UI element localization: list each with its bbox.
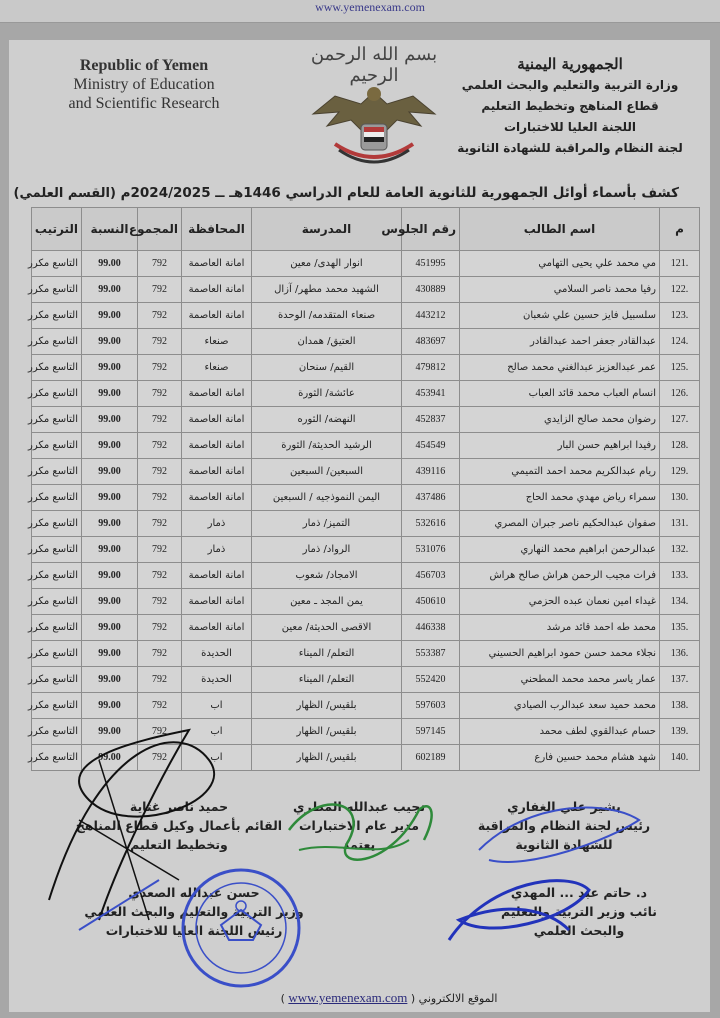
table-row	[32, 459, 700, 485]
cell-school: السبعين/ السبعين	[252, 459, 402, 485]
sig-right-bottom-line3: والبحث العلمي	[533, 923, 625, 938]
cell-gov: امانة العاصمة	[182, 381, 252, 407]
signature-block-right-top	[464, 797, 664, 854]
cell-total: 792	[138, 329, 182, 355]
cell-name: صفوان عبدالحكيم ناصر جبران المصري	[460, 511, 660, 537]
cell-pct: 99.00	[82, 745, 138, 771]
cell-total: 792	[138, 537, 182, 563]
cell-rank: التاسع مكرر	[32, 485, 82, 511]
header-arabic	[450, 54, 690, 159]
header-ar-line2: وزارة التربية والتعليم والبحث العلمي	[461, 78, 679, 92]
cell-pct: 99.00	[82, 641, 138, 667]
cell-school: القيم/ سنحان	[252, 355, 402, 381]
cell-rank: التاسع مكرر	[32, 433, 82, 459]
cell-seat: 479812	[402, 355, 460, 381]
cell-no: .139	[660, 719, 700, 745]
cell-total: 792	[138, 433, 182, 459]
table-row	[32, 329, 700, 355]
header-school: المدرسة	[252, 208, 402, 251]
cell-pct: 99.00	[82, 251, 138, 277]
cell-school: يمن المجد ـ معين	[252, 589, 402, 615]
header-english	[59, 56, 229, 113]
cell-total: 792	[138, 719, 182, 745]
table-row	[32, 485, 700, 511]
cell-gov: اب	[182, 719, 252, 745]
cell-school: انوار الهدى/ معين	[252, 251, 402, 277]
table-row	[32, 615, 700, 641]
header-en-line1: Republic of Yemen	[79, 57, 209, 74]
sig-right-bottom-line2: نائب وزير التربية والتعليم	[501, 904, 657, 919]
cell-school: التعلم/ الميناء	[252, 667, 402, 693]
cell-pct: 99.00	[82, 277, 138, 303]
cell-no: .125	[660, 355, 700, 381]
document-title-section: (القسم العلمي)	[13, 186, 116, 201]
cell-seat: 446338	[402, 615, 460, 641]
top-strip	[0, 0, 720, 23]
cell-school: الشهيد محمد مطهر/ آزال	[252, 277, 402, 303]
sig-center-top-line3: يعتمد	[342, 837, 376, 852]
cell-total: 792	[138, 563, 182, 589]
cell-name: محمد طه احمد قائد مرشد	[460, 615, 660, 641]
table-row	[32, 303, 700, 329]
cell-seat: 483697	[402, 329, 460, 355]
cell-total: 792	[138, 303, 182, 329]
cell-gov: ذمار	[182, 537, 252, 563]
cell-seat: 439116	[402, 459, 460, 485]
cell-rank: التاسع مكرر	[32, 641, 82, 667]
header-ar-line5: لجنة النظام والمراقبة للشهادة الثانوية	[457, 141, 683, 155]
sig-left-top-line3: وتخطيط التعليم	[130, 837, 228, 852]
eagle-emblem-icon	[305, 74, 443, 174]
sig-left-top-line1: حميد ناصر غثاية	[129, 799, 229, 814]
cell-rank: التاسع مكرر	[32, 381, 82, 407]
cell-no: .137	[660, 667, 700, 693]
cell-gov: صنعاء	[182, 329, 252, 355]
cell-seat: 450610	[402, 589, 460, 615]
table-row	[32, 355, 700, 381]
cell-no: .121	[660, 251, 700, 277]
table-body	[28, 251, 700, 771]
cell-pct: 99.00	[82, 589, 138, 615]
cell-name: عمر عبدالعزيز عبدالغني محمد صالح	[460, 355, 660, 381]
header-pct: النسبة	[82, 208, 138, 251]
cell-gov: امانة العاصمة	[182, 277, 252, 303]
cell-gov: امانة العاصمة	[182, 485, 252, 511]
cell-school: الرواد/ ذمار	[252, 537, 402, 563]
cell-total: 792	[138, 355, 182, 381]
cell-total: 792	[138, 745, 182, 771]
results-table	[28, 207, 700, 771]
cell-gov: امانة العاصمة	[182, 303, 252, 329]
cell-gov: امانة العاصمة	[182, 615, 252, 641]
cell-pct: 99.00	[82, 719, 138, 745]
cell-no: .131	[660, 511, 700, 537]
table-row	[32, 563, 700, 589]
table-row	[32, 719, 700, 745]
cell-total: 792	[138, 667, 182, 693]
cell-no: .132	[660, 537, 700, 563]
cell-name: شهد هشام محمد حسين فارع	[460, 745, 660, 771]
table-row	[32, 381, 700, 407]
cell-seat: 443212	[402, 303, 460, 329]
cell-rank: التاسع مكرر	[32, 537, 82, 563]
cell-gov: امانة العاصمة	[182, 459, 252, 485]
sig-center-top-line2: مدير عام الاختبارات	[298, 818, 420, 833]
cell-pct: 99.00	[82, 615, 138, 641]
cell-no: .134	[660, 589, 700, 615]
document-page	[9, 40, 710, 1012]
cell-seat: 452837	[402, 407, 460, 433]
cell-gov: امانة العاصمة	[182, 407, 252, 433]
cell-name: ريام عبدالكريم محمد احمد التميمي	[460, 459, 660, 485]
table-row	[32, 407, 700, 433]
sig-left-top-line2: القائم بأعمال وكيل قطاع المناهج	[75, 818, 283, 833]
cell-total: 792	[138, 459, 182, 485]
cell-total: 792	[138, 381, 182, 407]
cell-seat: 553387	[402, 641, 460, 667]
cell-seat: 430889	[402, 277, 460, 303]
cell-pct: 99.00	[82, 381, 138, 407]
cell-gov: امانة العاصمة	[182, 589, 252, 615]
table-row	[32, 537, 700, 563]
cell-gov: ذمار	[182, 511, 252, 537]
cell-name: محمد حميد سعد عبدالرب الصيادي	[460, 693, 660, 719]
cell-rank: التاسع مكرر	[32, 303, 82, 329]
cell-gov: الحديدة	[182, 641, 252, 667]
cell-school: العتيق/ همدان	[252, 329, 402, 355]
cell-no: .124	[660, 329, 700, 355]
cell-school: بلقيس/ الظهار	[252, 719, 402, 745]
sig-center-top-line1: نجيب عبدالله المطري	[292, 799, 426, 814]
table-row	[32, 745, 700, 771]
cell-pct: 99.00	[82, 693, 138, 719]
sig-right-bottom-line1: د. حاتم عبد ... المهدي	[510, 885, 648, 900]
cell-no: .123	[660, 303, 700, 329]
cell-gov: امانة العاصمة	[182, 433, 252, 459]
cell-rank: التاسع مكرر	[32, 511, 82, 537]
cell-name: مي محمد علي يحيى التهامي	[460, 251, 660, 277]
cell-seat: 552420	[402, 667, 460, 693]
cell-rank: التاسع مكرر	[32, 589, 82, 615]
cell-gov: امانة العاصمة	[182, 251, 252, 277]
cell-seat: 602189	[402, 745, 460, 771]
cell-seat: 453941	[402, 381, 460, 407]
cell-name: رضوان محمد صالح الزايدي	[460, 407, 660, 433]
header-en-line3: and Scientific Research	[68, 95, 220, 112]
cell-gov: الحديدة	[182, 667, 252, 693]
cell-no: .126	[660, 381, 700, 407]
cell-rank: التاسع مكرر	[32, 615, 82, 641]
cell-name: نجلاء محمد حسن حمود ابراهيم الحسيني	[460, 641, 660, 667]
sig-left-bottom-line1: حسن عبدالله الصعدي	[128, 885, 260, 900]
cell-seat: 597145	[402, 719, 460, 745]
cell-school: بلقيس/ الظهار	[252, 745, 402, 771]
cell-school: عائشة/ الثورة	[252, 381, 402, 407]
cell-pct: 99.00	[82, 537, 138, 563]
cell-rank: التاسع مكرر	[32, 251, 82, 277]
cell-seat: 451995	[402, 251, 460, 277]
cell-gov: اب	[182, 745, 252, 771]
cell-rank: التاسع مكرر	[32, 407, 82, 433]
cell-pct: 99.00	[82, 303, 138, 329]
cell-no: .135	[660, 615, 700, 641]
basmala: بسم الله الرحمن الرحيم	[310, 44, 438, 86]
header-seat: رقم الجلوس	[402, 208, 460, 251]
cell-pct: 99.00	[82, 329, 138, 355]
footer-label: الموقع الالكتروني	[418, 992, 498, 1005]
table-row	[32, 433, 700, 459]
cell-no: .138	[660, 693, 700, 719]
table-row	[32, 641, 700, 667]
header-total: المجموع	[138, 208, 182, 251]
cell-rank: التاسع مكرر	[32, 745, 82, 771]
cell-name: سمراء رياض مهدي محمد الحاج	[460, 485, 660, 511]
table-row	[32, 589, 700, 615]
header-ar-line3: قطاع المناهج وتخطيط التعليم	[481, 99, 659, 113]
signature-block-right-bottom	[479, 883, 679, 940]
document-title-main: كشف بأسماء أوائل الجمهورية للثانوية العامة للعام الدراسي 1446هـ ــ 2024/2025م	[120, 185, 679, 201]
cell-rank: التاسع مكرر	[32, 459, 82, 485]
cell-school: التميز/ ذمار	[252, 511, 402, 537]
document-title	[13, 185, 679, 201]
sig-right-top-line2: رئيس لجنة النظام والمراقبة	[477, 818, 651, 833]
header-no: م	[660, 208, 700, 251]
table-row	[32, 277, 700, 303]
cell-rank: التاسع مكرر	[32, 693, 82, 719]
cell-name: انسام العباب محمد قائد العباب	[460, 381, 660, 407]
table-row	[32, 251, 700, 277]
cell-school: بلقيس/ الظهار	[252, 693, 402, 719]
cell-school: صنعاء المتقدمه/ الوحدة	[252, 303, 402, 329]
cell-name: حسام عبدالقوي لطف محمد	[460, 719, 660, 745]
table-row	[32, 511, 700, 537]
cell-seat: 532616	[402, 511, 460, 537]
cell-pct: 99.00	[82, 459, 138, 485]
cell-no: .122	[660, 277, 700, 303]
cell-school: النهضه/ الثوره	[252, 407, 402, 433]
sig-left-bottom-line3: رئيس اللجنة العليا للاختبارات	[105, 923, 283, 938]
table-row	[32, 667, 700, 693]
cell-total: 792	[138, 615, 182, 641]
cell-total: 792	[138, 693, 182, 719]
cell-no: .129	[660, 459, 700, 485]
cell-name: رفيدا ابراهيم حسن البار	[460, 433, 660, 459]
cell-total: 792	[138, 641, 182, 667]
cell-school: الرشيد الحديثة/ الثورة	[252, 433, 402, 459]
cell-name: رفيا محمد ناصر السلامي	[460, 277, 660, 303]
signature-block-left-bottom	[69, 883, 319, 940]
cell-seat: 456703	[402, 563, 460, 589]
cell-seat: 531076	[402, 537, 460, 563]
cell-no: .140	[660, 745, 700, 771]
cell-name: فرات مجيب الرحمن هراش صالح هراش	[460, 563, 660, 589]
cell-name: عبدالقادر جعفر احمد عبدالقادر	[460, 329, 660, 355]
cell-pct: 99.00	[82, 407, 138, 433]
cell-name: عبدالرحمن ابراهيم محمد النهاري	[460, 537, 660, 563]
table-header-row	[32, 208, 700, 251]
cell-seat: 597603	[402, 693, 460, 719]
cell-pct: 99.00	[82, 511, 138, 537]
cell-rank: التاسع مكرر	[32, 667, 82, 693]
header-rank: الترتيب	[32, 208, 82, 251]
cell-seat: 454549	[402, 433, 460, 459]
cell-pct: 99.00	[82, 667, 138, 693]
signature-block-left-top	[69, 797, 289, 854]
cell-total: 792	[138, 589, 182, 615]
cell-name: سلسبيل فايز حسين علي شعبان	[460, 303, 660, 329]
cell-no: .130	[660, 485, 700, 511]
cell-total: 792	[138, 511, 182, 537]
top-site-fragment: www.yemenexam.com	[315, 0, 425, 14]
sig-left-bottom-line2: وزير التربية والتعليم والبحث العلمي	[84, 904, 304, 919]
cell-pct: 99.00	[82, 355, 138, 381]
cell-total: 792	[138, 277, 182, 303]
cell-rank: التاسع مكرر	[32, 719, 82, 745]
cell-school: الامجاد/ شعوب	[252, 563, 402, 589]
cell-gov: امانة العاصمة	[182, 563, 252, 589]
header-gov: المحافظة	[182, 208, 252, 251]
cell-rank: التاسع مكرر	[32, 355, 82, 381]
cell-school: اليمن النموذجيه / السبعين	[252, 485, 402, 511]
cell-no: .127	[660, 407, 700, 433]
cell-pct: 99.00	[82, 433, 138, 459]
cell-seat: 437486	[402, 485, 460, 511]
cell-school: الاقصى الحديثة/ معين	[252, 615, 402, 641]
cell-gov: اب	[182, 693, 252, 719]
table-row	[32, 693, 700, 719]
sig-right-top-line1: بشير علي الغفاري	[507, 799, 621, 814]
cell-school: التعلم/ الميناء	[252, 641, 402, 667]
cell-rank: التاسع مكرر	[32, 329, 82, 355]
cell-no: .128	[660, 433, 700, 459]
cell-pct: 99.00	[82, 485, 138, 511]
cell-total: 792	[138, 485, 182, 511]
signature-block-center-top	[269, 797, 449, 854]
cell-rank: التاسع مكرر	[32, 277, 82, 303]
cell-pct: 99.00	[82, 563, 138, 589]
cell-no: .136	[660, 641, 700, 667]
cell-total: 792	[138, 251, 182, 277]
footer-site-link[interactable]: www.yemenexam.com	[288, 990, 408, 1005]
cell-gov: صنعاء	[182, 355, 252, 381]
cell-no: .133	[660, 563, 700, 589]
header-ar-line4: اللجنة العليا للاختبارات	[503, 120, 637, 134]
footer: الموقع الالكتروني ( www.yemenexam.com )	[280, 990, 498, 1005]
cell-total: 792	[138, 407, 182, 433]
header-name: اسم الطالب	[460, 208, 660, 251]
sig-right-top-line3: للشهادة الثانوية	[515, 837, 613, 852]
cell-name: عمار ياسر محمد محمد المطحني	[460, 667, 660, 693]
cell-rank: التاسع مكرر	[32, 563, 82, 589]
cell-name: غيداء امين نعمان عبده الحزمي	[460, 589, 660, 615]
header-ar-line1: الجمهورية اليمنية	[517, 55, 623, 73]
header-en-line2: Ministry of Education	[73, 76, 215, 93]
